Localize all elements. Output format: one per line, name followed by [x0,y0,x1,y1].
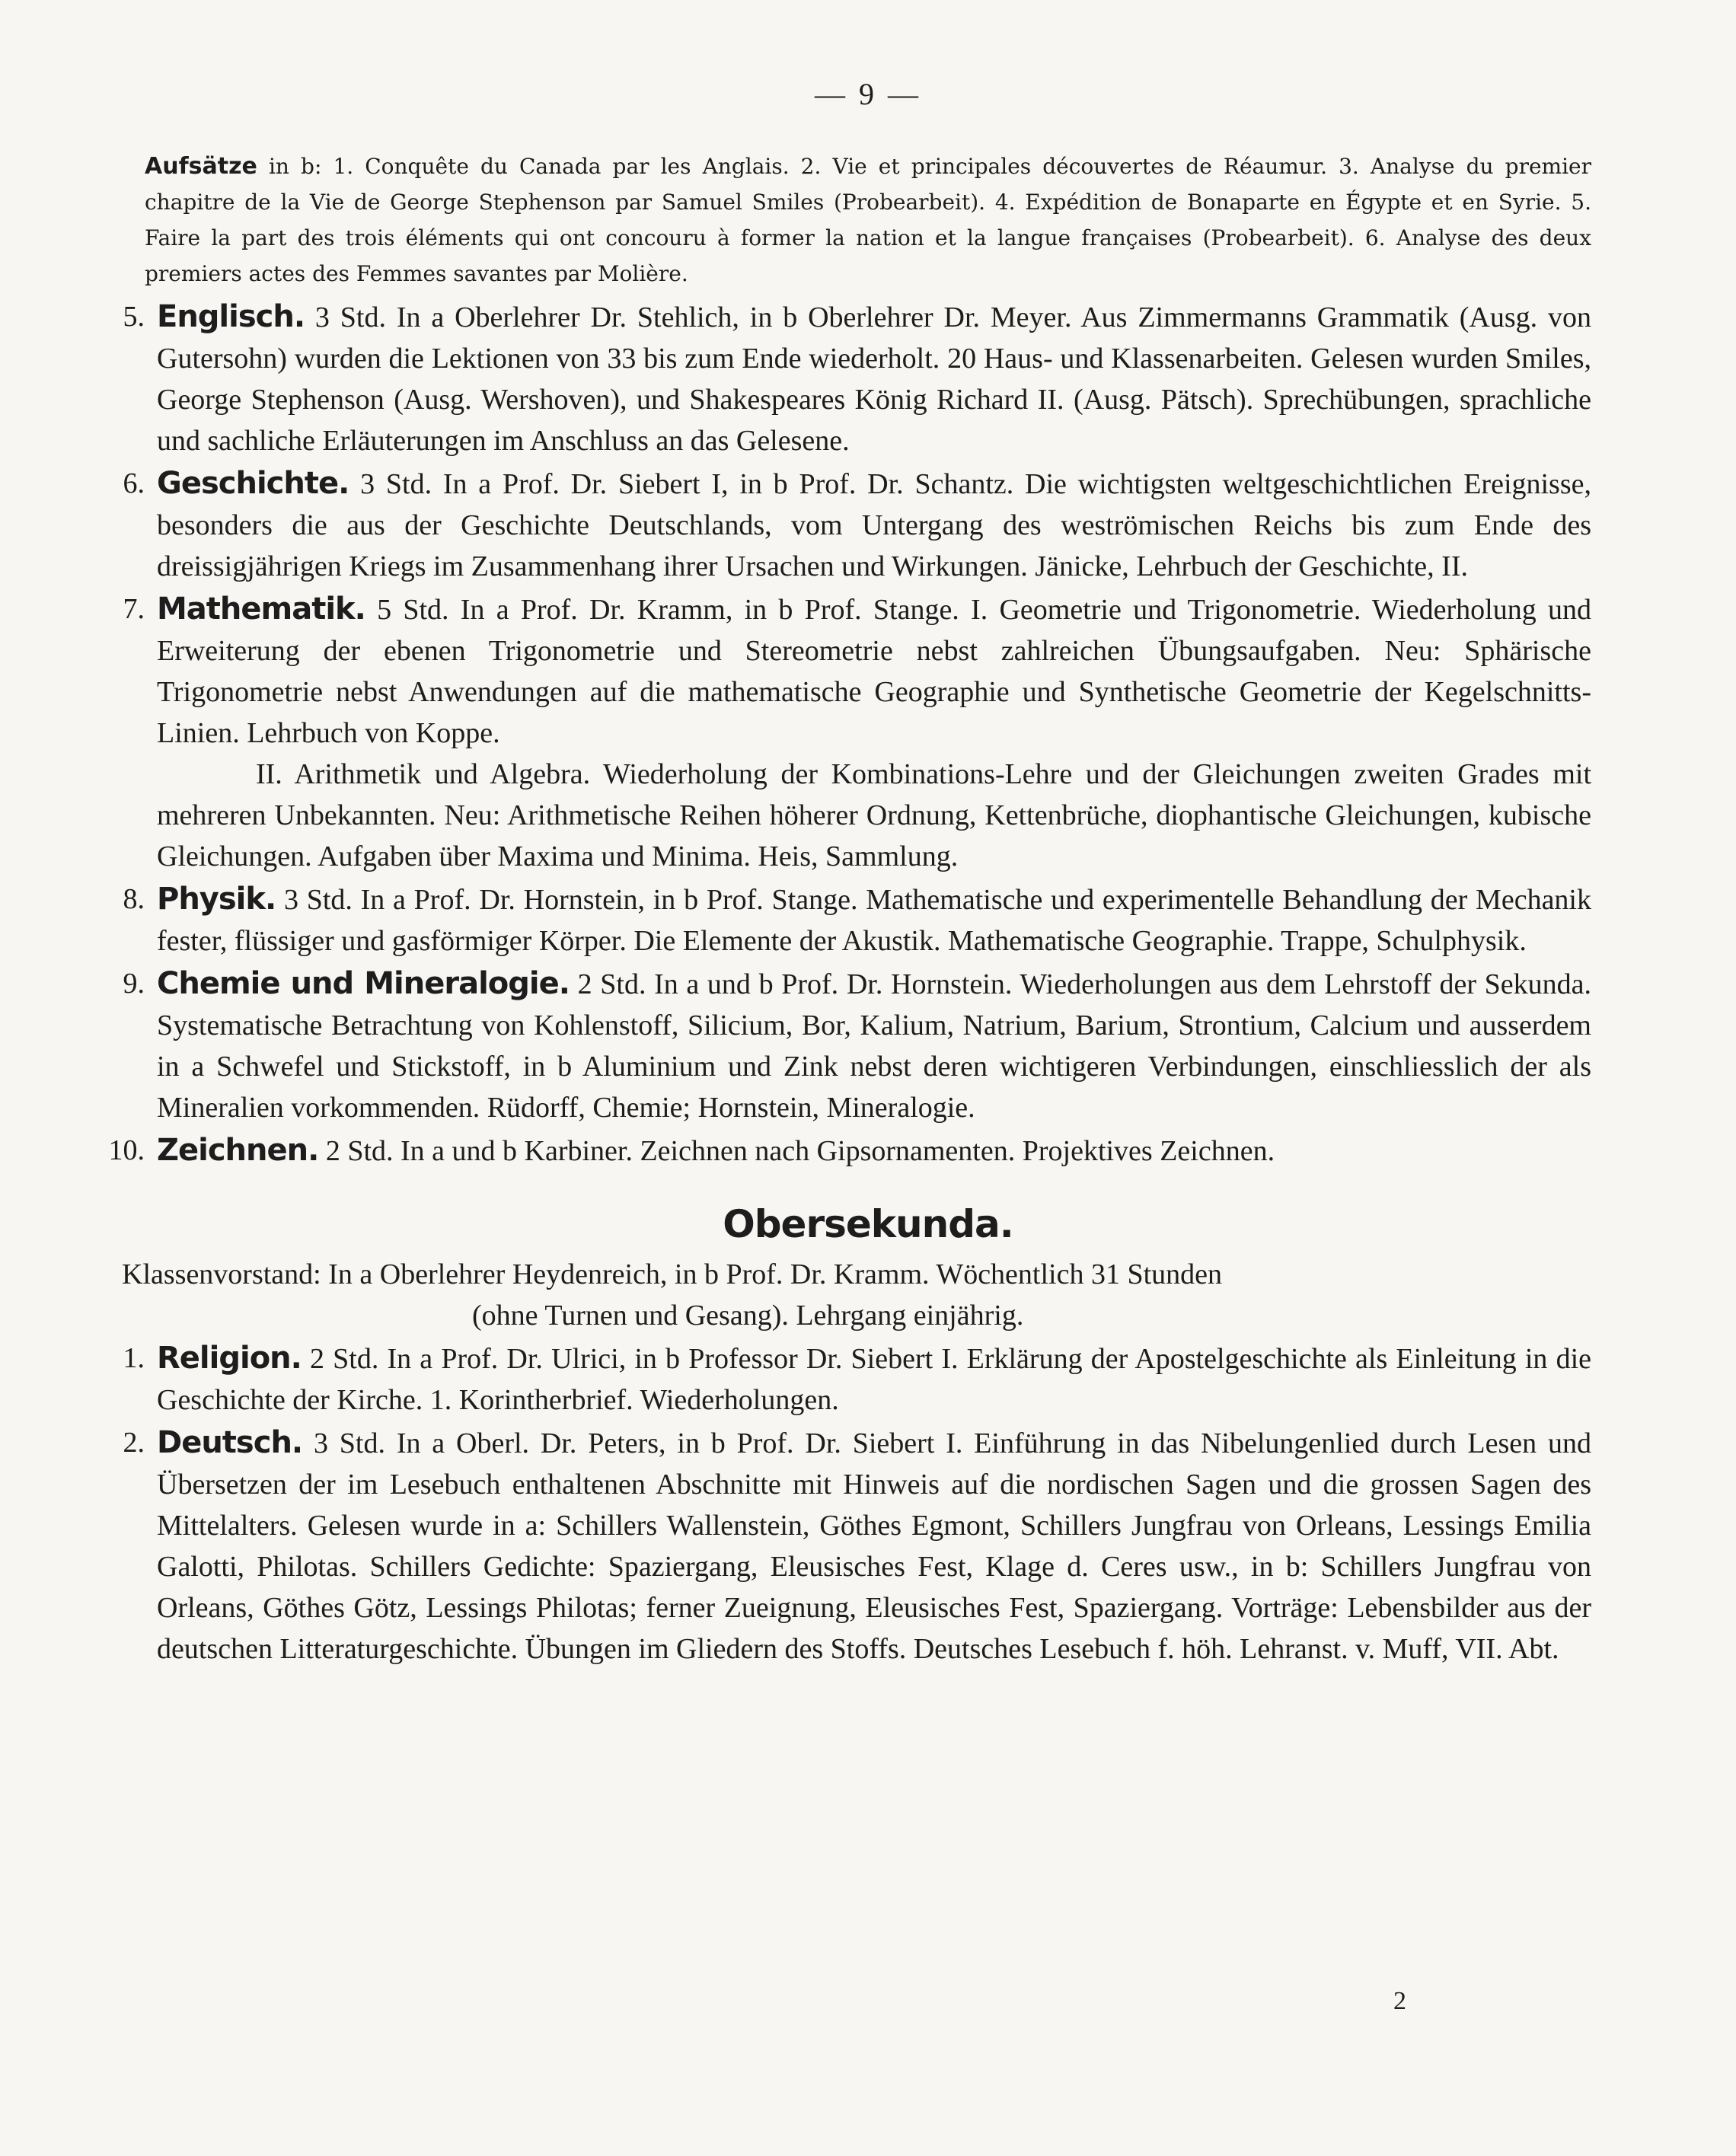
subject-text: 2 Std. In a und b Karbiner. Zeichnen nach Gipsornamenten. Projektives Zeichnen. [318,1135,1275,1167]
section-intro [122,1254,1591,1336]
page-number-top: — 9 — [815,77,921,111]
subject-number: 2. [123,1427,145,1459]
subject-text: 3 Std. In a Oberlehrer Dr. Stehlich, in b Oberlehrer Dr. Meyer. Aus Zimmermanns Grammatik (Ausg. von Gutersohn) wurden die Lektionen von 33 bis zum Ende wiederholt. 20 Haus- und Klassenarbeiten. Gelesen wurden Smiles, George Stephenson (Ausg. Wershoven), und Shakespeares König Richard II. (Ausg. Pätsch). Sprechübungen, sprachliche und sachliche Erläuterungen im Anschluss an das Gelesene. [157,301,1591,457]
section-heading: Obersekunda. [723,1202,1013,1246]
section-intro-line-2: (ohne Turnen und Gesang). Lehrgang einjährig. [472,1300,1024,1332]
subject-title: Englisch. [157,299,305,334]
aufsaetze-heading: Aufsätze [145,153,257,180]
subject-number: 8. [123,883,145,915]
subject-title: Zeichnen. [157,1133,319,1168]
subject-geschichte [123,463,1591,587]
subject-deutsch [123,1422,1591,1670]
subject-englisch [123,296,1591,461]
subject-number: 7. [123,593,145,625]
subject-text: 5 Std. In a Prof. Dr. Kramm, in b Prof. Stange. I. Geometrie und Trigonometrie. Wiederholung und Erweiterung der ebenen Trigonometrie und Stereometrie nebst zahlreichen Übungsaufgaben. Neu: Sphärische Trigonometrie nebst Anwendungen auf die mathematische Geographie und Synthetische Geometrie der Kegelschnitts-Linien. Lehrbuch von Koppe. [157,594,1591,749]
subject-text: 3 Std. In a Prof. Dr. Hornstein, in b Prof. Stange. Mathematische und experimentelle Behandlung der Mechanik fester, flüssiger und gasförmiger Körper. Die Elemente der Akustik. Mathematische Geographie. Trappe, Schulphysik. [157,884,1591,957]
subject-title: Geschichte. [157,466,349,501]
subject-number: 9. [123,968,145,1000]
subject-title: Physik. [157,882,276,917]
subject-text: 3 Std. In a Oberl. Dr. Peters, in b Prof. Dr. Siebert I. Einführung in das Nibelungenlied durch Lesen und Übersetzen der im Lesebuch enthaltenen Abschnitte mit Hinweis auf die nordischen Sagen und die grossen Sagen des Mittelalters. Gelesen wurde in a: Schillers Wallenstein, Göthes Egmont, Schillers Jungfrau von Orleans, Lessings Emilia Galotti, Philotas. Schillers Gedichte: Spaziergang, Eleusisches Fest, Klage d. Ceres usw., in b: Schillers Jungfrau von Orleans, Göthes Götz, Lessings Philotas; ferner Zueignung, Eleusisches Fest, Spaziergang. Vorträge: Lebensbilder aus der deutschen Litteraturgeschichte. Übungen im Gliedern des Stoffs. Deutsches Lesebuch f. höh. Lehranst. v. Muff, VII. Abt. [157,1427,1591,1665]
aufsaetze-text: in b: 1. Conquête du Canada par les Anglais. 2. Vie et principales découvertes de Réaumur. 3. Analyse du premier chapitre de la Vie de George Stephenson par Samuel Smiles (Probearbeit). 4. Expédition de Bonaparte en Égypte et en Syrie. 5. Faire la part des trois éléments qui ont concouru à former la nation et la langue françaises (Probearbeit). 6. Analyse des deux premiers actes des Femmes savantes par Molière. [145,154,1591,286]
subject-chemie [123,963,1591,1128]
subject-religion [123,1338,1591,1421]
subject-physik [123,879,1591,962]
subject-text: 2 Std. In a Prof. Dr. Ulrici, in b Professor Dr. Siebert I. Erklärung der Apostelgeschichte als Einleitung in die Geschichte der Kirche. 1. Korintherbrief. Wiederholungen. [157,1343,1591,1416]
section-intro-line-1: Klassenvorstand: In a Oberlehrer Heydenreich, in b Prof. Dr. Kramm. Wöchentlich 31 Stunden [122,1258,1223,1290]
subject-number: 5. [123,301,145,333]
subject-mathematik [123,588,1591,877]
page-number-bottom: 2 [1393,1987,1406,2015]
subject-title: Religion. [157,1341,302,1376]
subject-title: Deutsch. [157,1425,303,1460]
subject-number: 10. [108,1134,145,1166]
subject-title: Chemie und Mineralogie. [157,966,570,1001]
subject-text: 2 Std. In a und b Prof. Dr. Hornstein. Wiederholungen aus dem Lehrstoff der Sekunda. Systematische Betrachtung von Kohlenstoff, Silicium, Bor, Kalium, Natrium, Barium, Strontium, Calcium und ausserdem in a Schwefel und Stickstoff, in b Aluminium und Zink nebst deren wichtigeren Verbindungen, einschliesslich der als Mineralien vorkommenden. Rüdorff, Chemie; Hornstein, Mineralogie. [157,968,1591,1124]
aufsaetze-paragraph [145,148,1591,292]
subject-zeichnen [108,1130,1591,1172]
subject-title: Mathematik. [157,592,365,627]
subject-text-part-2: II. Arithmetik und Algebra. Wiederholung der Kombinations-Lehre und der Gleichungen zweiten Grades mit mehreren Unbekannten. Neu: Arithmetische Reihen höherer Ordnung, Kettenbrüche, diophantische Gleichungen, kubische Gleichungen. Aufgaben über Maxima und Minima. Heis, Sammlung. [157,758,1591,872]
subject-number: 6. [123,467,145,499]
subject-number: 1. [123,1342,145,1374]
page-body [108,148,1591,1670]
subject-text: 3 Std. In a Prof. Dr. Siebert I, in b Prof. Dr. Schantz. Die wichtigsten weltgeschichtlichen Ereignisse, besonders die aus der Geschichte Deutschlands, vom Untergang des weströmischen Reichs bis zum Ende des dreissigjährigen Kriegs im Zusammenhang ihrer Ursachen und Wirkungen. Jänicke, Lehrbuch der Geschichte, II. [157,468,1591,582]
